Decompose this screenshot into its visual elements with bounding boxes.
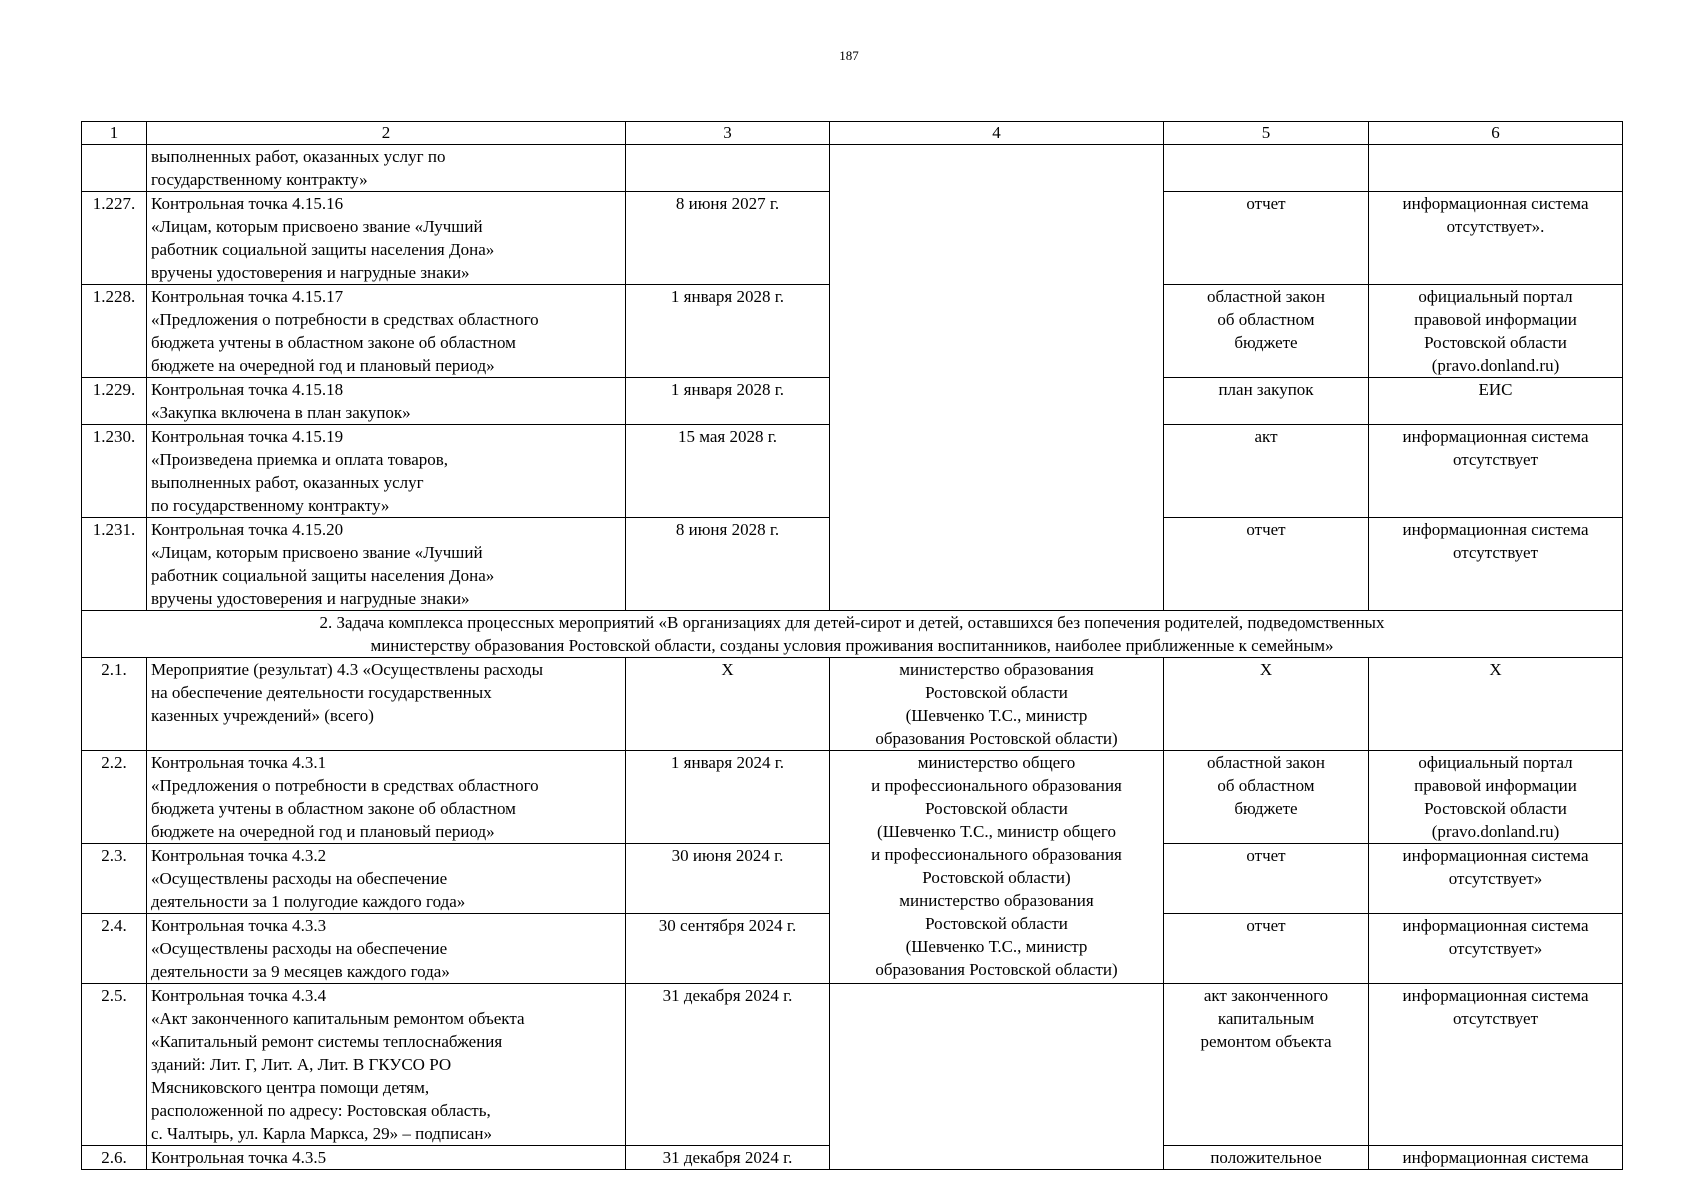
control-points-table bbox=[81, 121, 1623, 1170]
row-document bbox=[1164, 145, 1369, 192]
row-document: отчет bbox=[1164, 192, 1369, 285]
executor-cell-empty bbox=[830, 145, 1164, 611]
row-date: 1 января 2024 г. bbox=[626, 751, 830, 844]
row-name: Контрольная точка 4.15.18 «Закупка включена в план закупок» bbox=[147, 378, 626, 425]
row-executor: министерство образования Ростовской области (Шевченко Т.С., министр образования Ростовской области) bbox=[830, 658, 1164, 751]
row-document: акт законченного капитальным ремонтом объекта bbox=[1164, 984, 1369, 1146]
row-date: 8 июня 2027 г. bbox=[626, 192, 830, 285]
row-info-system bbox=[1369, 145, 1623, 192]
row-info-system: официальный портал правовой информации Ростовской области (pravo.donland.ru) bbox=[1369, 285, 1623, 378]
row-name: Контрольная точка 4.3.2 «Осуществлены расходы на обеспечение деятельности за 1 полугодие каждого года» bbox=[147, 844, 626, 914]
row-document: отчет bbox=[1164, 518, 1369, 611]
row-document: отчет bbox=[1164, 914, 1369, 984]
row-document: акт bbox=[1164, 425, 1369, 518]
row-document: областной закон об областном бюджете bbox=[1164, 751, 1369, 844]
executor-cell-group: министерство общего и профессионального образования Ростовской области (Шевченко Т.С., министр общего и профессионального образования Ростовской области) министерство образования Ростовской области (Шевченко Т.С., министр образования Ростовской области) bbox=[830, 751, 1164, 984]
row-info-system: информационная система bbox=[1369, 1146, 1623, 1170]
row-number: 1.228. bbox=[82, 285, 147, 378]
table-row bbox=[82, 145, 1623, 192]
row-info-system: информационная система отсутствует» bbox=[1369, 844, 1623, 914]
header-cell-3: 3 bbox=[626, 122, 830, 145]
row-info-system: информационная система отсутствует bbox=[1369, 984, 1623, 1146]
row-number: 2.5. bbox=[82, 984, 147, 1146]
header-cell-1: 1 bbox=[82, 122, 147, 145]
row-date: 30 сентября 2024 г. bbox=[626, 914, 830, 984]
row-name: Контрольная точка 4.15.20 «Лицам, которым присвоено звание «Лучший работник социальной защиты населения Дона» вручены удостоверения и нагрудные знаки» bbox=[147, 518, 626, 611]
row-number: 1.227. bbox=[82, 192, 147, 285]
row-date: 31 декабря 2024 г. bbox=[626, 984, 830, 1146]
header-cell-6: 6 bbox=[1369, 122, 1623, 145]
header-row bbox=[82, 122, 1623, 145]
row-document: областной закон об областном бюджете bbox=[1164, 285, 1369, 378]
row-info-system: Х bbox=[1369, 658, 1623, 751]
row-date: 31 декабря 2024 г. bbox=[626, 1146, 830, 1170]
header-cell-5: 5 bbox=[1164, 122, 1369, 145]
row-number: 2.4. bbox=[82, 914, 147, 984]
row-date: 1 января 2028 г. bbox=[626, 378, 830, 425]
row-date bbox=[626, 145, 830, 192]
row-name: выполненных работ, оказанных услуг по государственному контракту» bbox=[147, 145, 626, 192]
row-document: положительное bbox=[1164, 1146, 1369, 1170]
row-name: Контрольная точка 4.15.19 «Произведена приемка и оплата товаров, выполненных работ, оказанных услуг по государственному контракту» bbox=[147, 425, 626, 518]
row-info-system: информационная система отсутствует» bbox=[1369, 914, 1623, 984]
row-number bbox=[82, 145, 147, 192]
row-number: 2.1. bbox=[82, 658, 147, 751]
row-name: Контрольная точка 4.3.1 «Предложения о потребности в средствах областного бюджета учтены в областном законе об областном бюджете на очередной год и плановый период» bbox=[147, 751, 626, 844]
row-number: 1.230. bbox=[82, 425, 147, 518]
row-name: Мероприятие (результат) 4.3 «Осуществлены расходы на обеспечение деятельности государственных казенных учреждений» (всего) bbox=[147, 658, 626, 751]
header-cell-4: 4 bbox=[830, 122, 1164, 145]
row-document: отчет bbox=[1164, 844, 1369, 914]
row-name: Контрольная точка 4.3.3 «Осуществлены расходы на обеспечение деятельности за 9 месяцев каждого года» bbox=[147, 914, 626, 984]
row-date: Х bbox=[626, 658, 830, 751]
row-number: 2.6. bbox=[82, 1146, 147, 1170]
row-document: план закупок bbox=[1164, 378, 1369, 425]
row-number: 1.231. bbox=[82, 518, 147, 611]
task-heading: 2. Задача комплекса процессных мероприятий «В организациях для детей-сирот и детей, оставшихся без попечения родителей, подведомственных министерству образования Ростовской области, созданы условия проживания воспитанников, наиболее приближенные к семейным» bbox=[82, 611, 1623, 658]
row-info-system: информационная система отсутствует». bbox=[1369, 192, 1623, 285]
row-name: Контрольная точка 4.3.5 bbox=[147, 1146, 626, 1170]
table-row bbox=[82, 751, 1623, 844]
row-info-system: официальный портал правовой информации Ростовской области (pravo.donland.ru) bbox=[1369, 751, 1623, 844]
row-info-system: ЕИС bbox=[1369, 378, 1623, 425]
row-info-system: информационная система отсутствует bbox=[1369, 518, 1623, 611]
header-cell-2: 2 bbox=[147, 122, 626, 145]
row-name: Контрольная точка 4.3.4 «Акт законченного капитальным ремонтом объекта «Капитальный ремонт системы теплоснабжения зданий: Лит. Г, Лит. А, Лит. В ГКУСО РО Мясниковского центра помощи детям, расположенной по адресу: Ростовская область, с. Чалтырь, ул. Карла Маркса, 29» – подписан» bbox=[147, 984, 626, 1146]
row-date: 1 января 2028 г. bbox=[626, 285, 830, 378]
table-row bbox=[82, 658, 1623, 751]
row-number: 2.3. bbox=[82, 844, 147, 914]
row-date: 30 июня 2024 г. bbox=[626, 844, 830, 914]
row-info-system: информационная система отсутствует bbox=[1369, 425, 1623, 518]
row-name: Контрольная точка 4.15.17 «Предложения о потребности в средствах областного бюджета учтены в областном законе об областном бюджете на очередной год и плановый период» bbox=[147, 285, 626, 378]
row-number: 1.229. bbox=[82, 378, 147, 425]
row-date: 15 мая 2028 г. bbox=[626, 425, 830, 518]
row-number: 2.2. bbox=[82, 751, 147, 844]
table-row bbox=[82, 984, 1623, 1146]
executor-cell-empty bbox=[830, 984, 1164, 1170]
page-number: 187 bbox=[839, 48, 859, 63]
row-name: Контрольная точка 4.15.16 «Лицам, которым присвоено звание «Лучший работник социальной защиты населения Дона» вручены удостоверения и нагрудные знаки» bbox=[147, 192, 626, 285]
row-date: 8 июня 2028 г. bbox=[626, 518, 830, 611]
task-heading-row bbox=[82, 611, 1623, 658]
row-document: Х bbox=[1164, 658, 1369, 751]
